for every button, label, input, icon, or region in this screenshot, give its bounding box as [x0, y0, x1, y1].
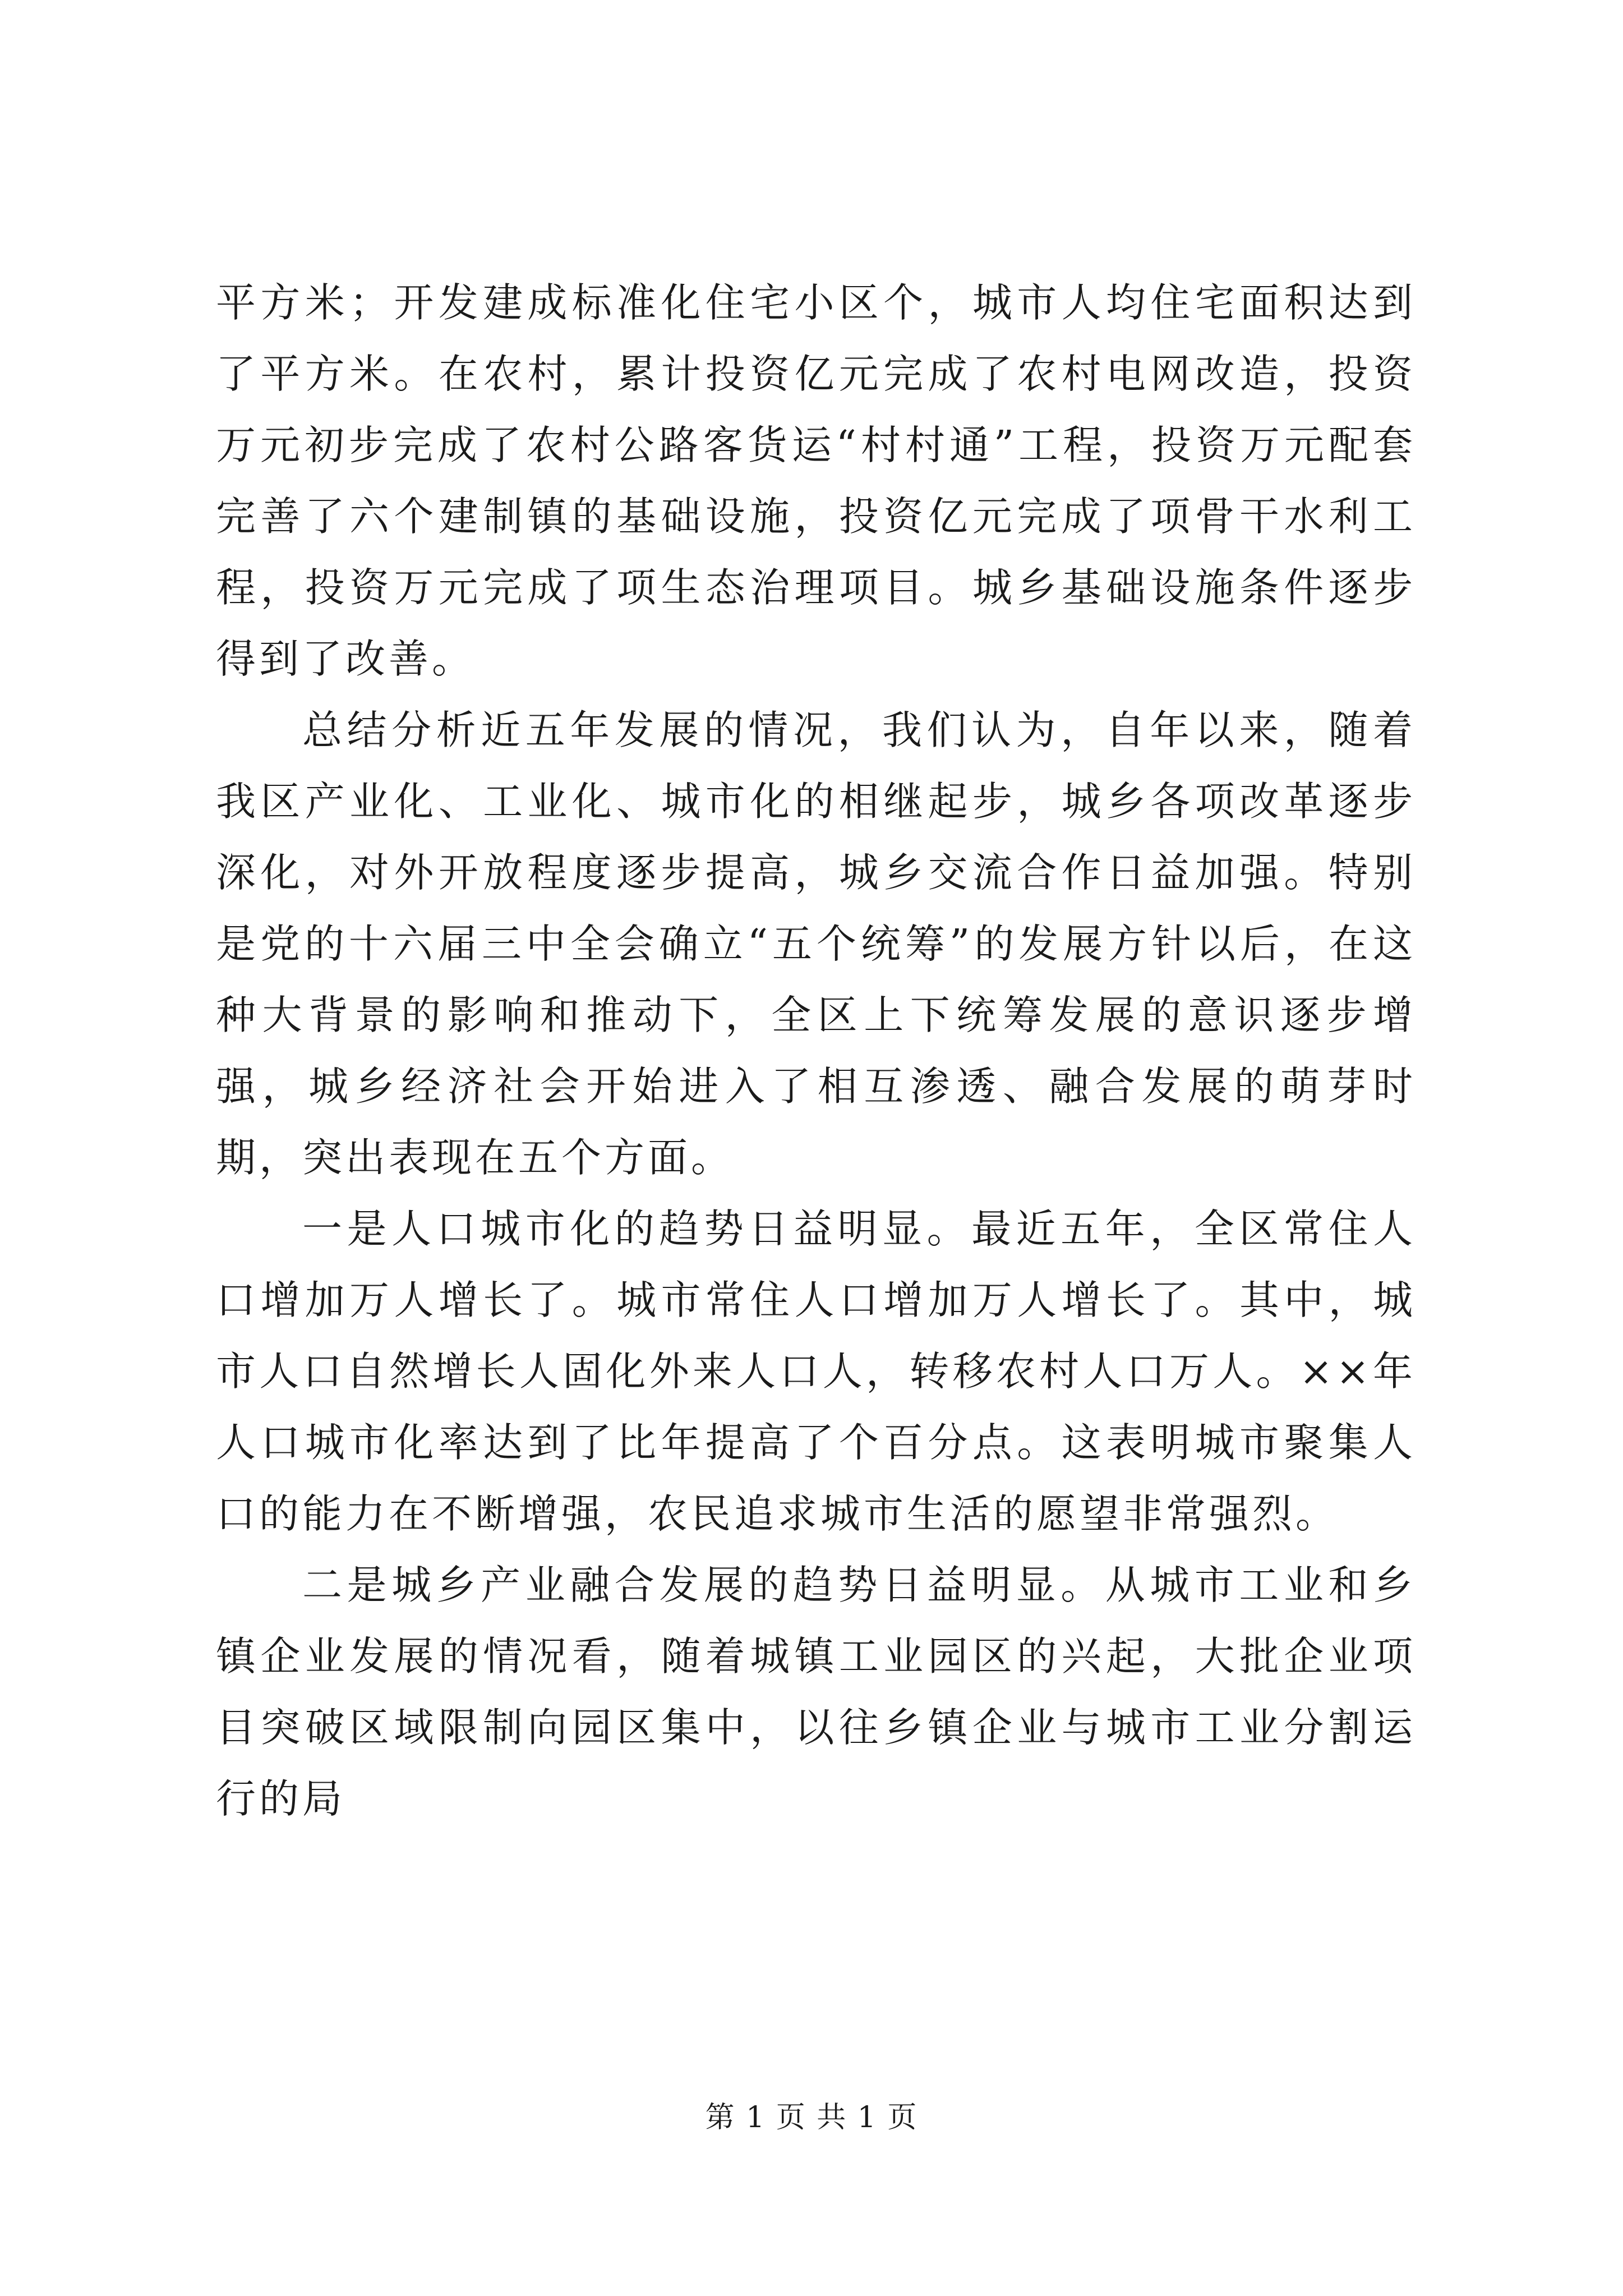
paragraph-summary: 总结分析近五年发展的情况，我们认为，自年以来，随着我区产业化、工业化、城市化的相继起步，城乡各项改革逐步深化，对外开放程度逐步提高，城乡交流合作日益加强。特别是党的十六届三中全会确立“五个统筹”的发展方针以后，在这种大背景的影响和推动下，全区上下统筹发展的意识逐步增强，城乡经济社会开始进入了相互渗透、融合发展的萌芽时期，突出表现在五个方面。: [216, 707, 1416, 1181]
page-footer: 第 1 页 共 1 页: [705, 2101, 918, 2134]
paragraph-continuation: 平方米；开发建成标准化住宅小区个，城市人均住宅面积达到了平方米。在农村，累计投资亿元完成了农村电网改造，投资万元初步完成了农村公路客货运“村村通”工程，投资万元配套完善了六个建制镇的基础设施，投资亿元完成了项骨干水利工程，投资万元完成了项生态治理项目。城乡基础设施条件逐步得到了改善。: [216, 279, 1416, 682]
paragraph-point-two: 二是城乡产业融合发展的趋势日益明显。从城市工业和乡镇企业发展的情况看，随着城镇工业园区的兴起，大批企业项目突破区域限制向园区集中，以往乡镇企业与城市工业分割运行的局: [216, 1562, 1416, 1822]
body-text: [216, 267, 1416, 1834]
paragraph-point-one: 一是人口城市化的趋势日益明显。最近五年，全区常住人口增加万人增长了。城市常住人口增加万人增长了。其中，城市人口自然增长人固化外来人口人，转移农村人口万人。××年人口城市化率达到了比年提高了个百分点。这表明城市聚集人口的能力在不断增强，农民追求城市生活的愿望非常强烈。: [216, 1205, 1416, 1537]
